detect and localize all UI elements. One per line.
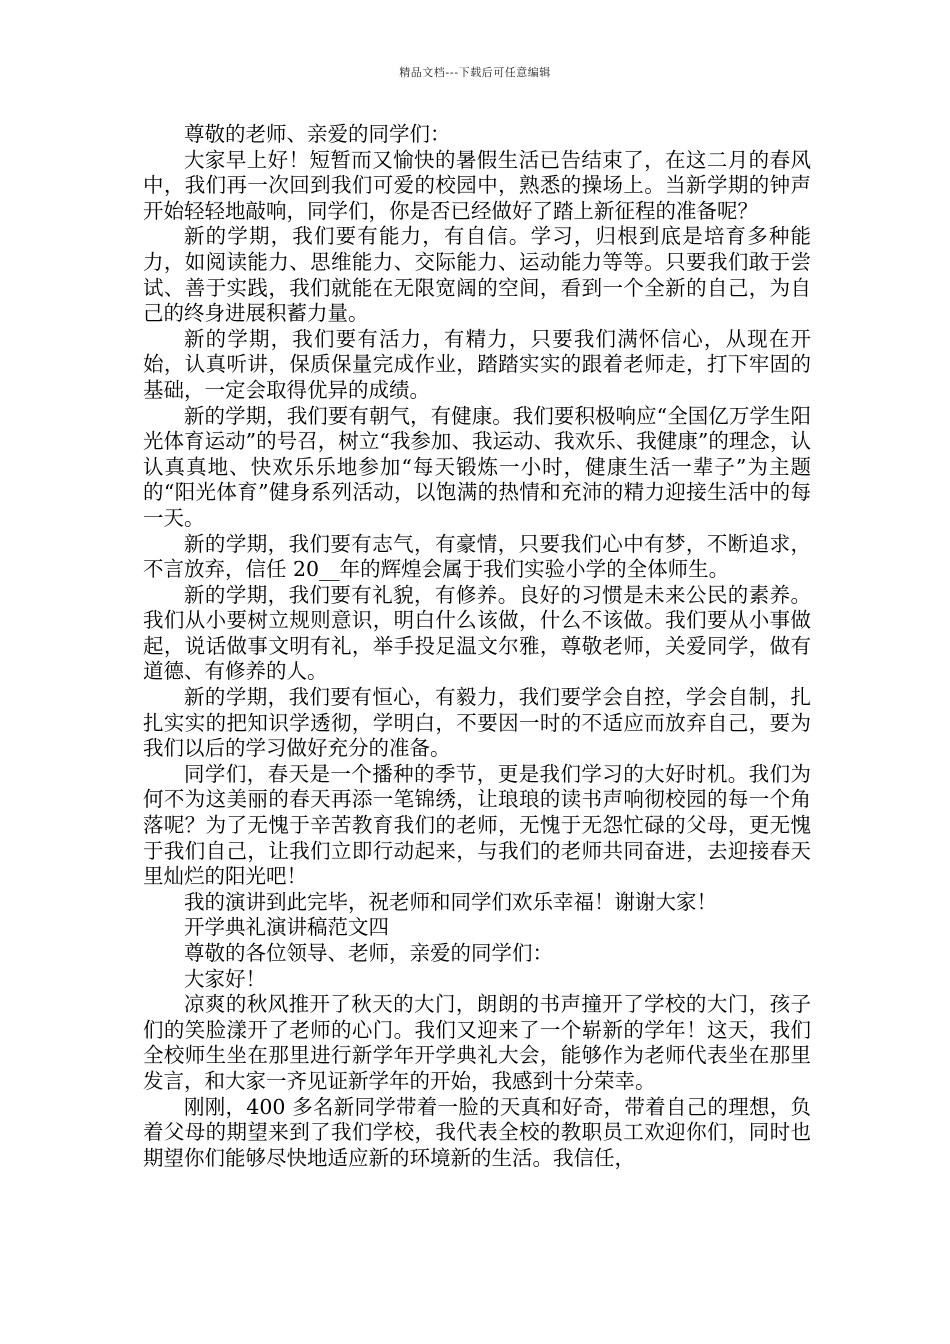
page-header: 精品文档---下载后可任意编辑 (399, 66, 551, 79)
paragraph-closing: 我的演讲到此完毕，祝老师和同学们欢乐幸福！谢谢大家！ (184, 889, 717, 914)
paragraph: 新的学期，我们要有礼貌，有修养。良好的习惯是未来公民的素养。我们从小要树立规则意识，明白什么该做，什么不该做。我们要从小事做起，说话做事文明有礼，举手投足温文尔雅，尊敬老师，关爱同学，做有道德、有修养的人。 (143, 582, 811, 684)
document-body (143, 122, 811, 1171)
paragraph: 新的学期，我们要有朝气，有健康。我们要积极响应“全国亿万学生阳光体育运动”的号召，树立“我参加、我运动、我欢乐、我健康”的理念，认认真真地、快欢乐乐地参加“每天锻炼一小时，健康生活一辈子”为主题的“阳光体育”健身系列活动，以饱满的热情和充沛的精力迎接生活中的每一天。 (143, 403, 811, 530)
paragraph: 刚刚，400 多名新同学带着一脸的天真和好奇，带着自己的理想，负着父母的期望来到了我们学校，我代表全校的教职员工欢迎你们，同时也期望你们能够尽快地适应新的环境新的生活。我信任， (143, 1094, 811, 1170)
paragraph: 新的学期，我们要有活力，有精力，只要我们满怀信心，从现在开始，认真听讲，保质保量完成作业，踏踏实实的跟着老师走，打下牢固的基础，一定会取得优异的成绩。 (143, 326, 811, 402)
paragraph: 同学们，春天是一个播种的季节，更是我们学习的大好时机。我们为何不为这美丽的春天再添一笔锦绣，让琅琅的读书声响彻校园的每一个角落呢？为了无愧于辛苦教育我们的老师，无愧于无怨忙碌的父母，更无愧于我们自己，让我们立即行动起来，与我们的老师共同奋进，去迎接春天里灿烂的阳光吧！ (143, 761, 811, 889)
paragraph: 大家早上好！短暂而又愉快的暑假生活已告结束了，在这二月的春风中，我们再一次回到我们可爱的校园中，熟悉的操场上。当新学期的钟声开始轻轻地敲响，同学们，你是否已经做好了踏上新征程的准备呢？ (143, 147, 811, 223)
paragraph: 新的学期，我们要有恒心，有毅力，我们要学会自控，学会自制，扎扎实实的把知识学透彻，学明白，不要因一时的不适应而放弃自己，要为我们以后的学习做好充分的准备。 (143, 685, 811, 761)
paragraph-salutation: 尊敬的老师、亲爱的同学们： (184, 122, 451, 146)
paragraph: 新的学期，我们要有志气，有豪情，只要我们心中有梦，不断追求，不言放弃，信任 20__年的辉煌会属于我们实验小学的全体师生。 (143, 531, 811, 582)
paragraph-greeting: 大家好！ (184, 966, 266, 991)
paragraph: 新的学期，我们要有能力，有自信。学习，归根到底是培育多种能力，如阅读能力、思维能力、交际能力、运动能力等等。只要我们敢于尝试、善于实践，我们就能在无限宽阔的空间，看到一个全新的自己，为自己的终身进展积蓄力量。 (143, 224, 811, 326)
section-title: 开学典礼演讲稿范文四 (184, 915, 389, 940)
paragraph-salutation: 尊敬的各位领导、老师，亲爱的同学们： (184, 941, 553, 965)
paragraph: 凉爽的秋风推开了秋天的大门，朗朗的书声撞开了学校的大门，孩子们的笑脸漾开了老师的心门。我们又迎来了一个崭新的学年！这天，我们全校师生坐在那里进行新学年开学典礼大会，能够作为老师代表坐在那里发言，和大家一齐见证新学年的开始，我感到十分荣幸。 (143, 992, 811, 1093)
